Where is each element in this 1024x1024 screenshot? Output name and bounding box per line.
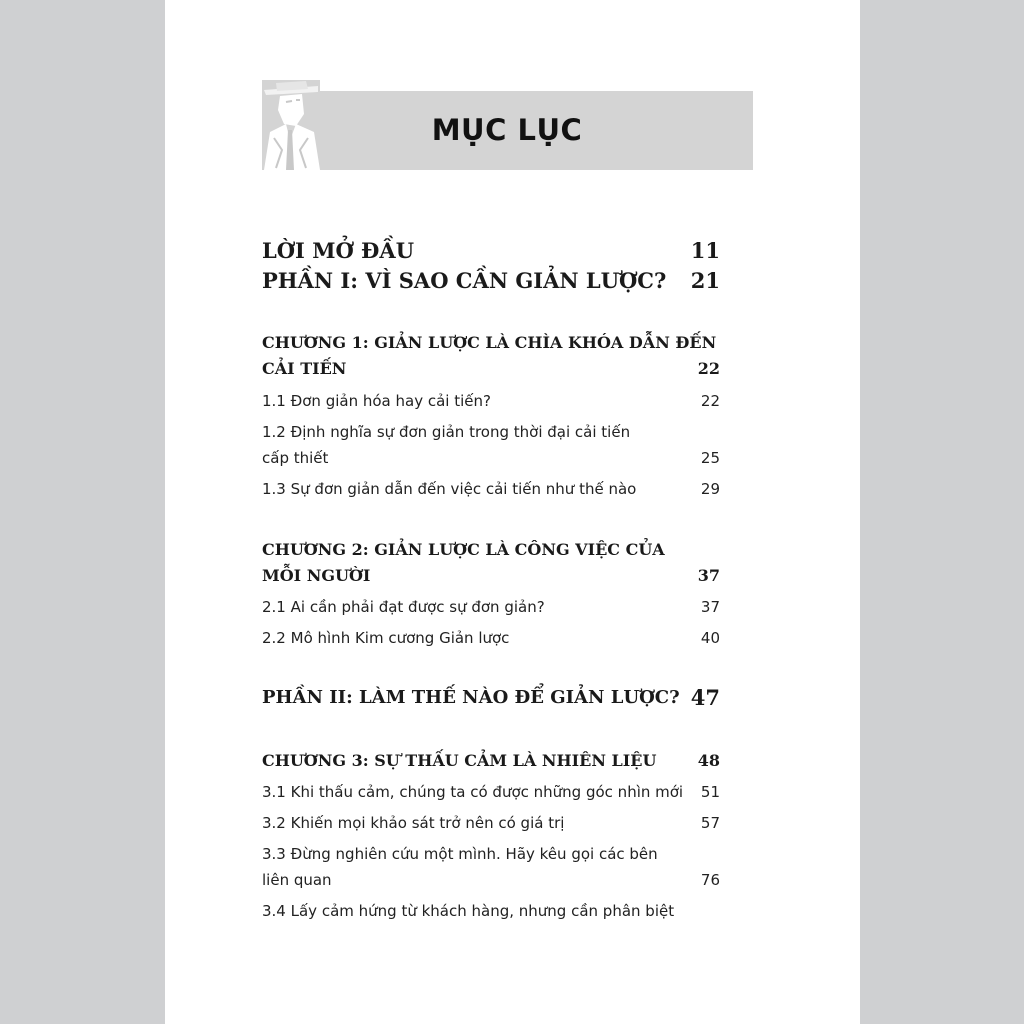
toc-entry-label: PHẦN II: LÀM THẾ NÀO ĐỂ GIẢN LƯỢC? — [262, 687, 680, 708]
toc-entry-label: CHƯƠNG 1: GIẢN LƯỢC LÀ CHÌA KHÓA DẪN ĐẾN — [262, 333, 717, 352]
toc-entry-page: 57 — [700, 814, 720, 832]
toc-entry-label: 1.2 Định nghĩa sự đơn giản trong thời đại cải tiến — [262, 423, 631, 441]
toc-entry-label: 3.1 Khi thấu cảm, chúng ta có được những góc nhìn mới — [262, 783, 684, 801]
toc-entry-label: CẢI TIẾN — [262, 359, 347, 378]
toc-entry-label: 1.1 Đơn giản hóa hay cải tiến? — [262, 392, 491, 410]
toc-entry-label: 3.2 Khiến mọi khảo sát trở nên có giá trị — [262, 814, 565, 832]
toc-entry-label: 2.2 Mô hình Kim cương Giản lược — [262, 629, 510, 647]
toc-entry-page: 37 — [697, 566, 720, 585]
toc-entry-page: 22 — [700, 392, 720, 410]
toc-entry-label: 3.3 Đừng nghiên cứu một mình. Hãy kêu gọi các bên — [262, 845, 658, 863]
toc-entry-page: 11 — [690, 238, 720, 263]
toc-entry-page: 51 — [700, 783, 720, 801]
toc-entry-page: 48 — [697, 751, 720, 770]
toc-entry-page: 37 — [700, 598, 720, 616]
toc-entry-label: 2.1 Ai cần phải đạt được sự đơn giản? — [262, 598, 545, 616]
toc-entry-label: CHƯƠNG 3: SỰ THẤU CẢM LÀ NHIÊN LIỆU — [262, 751, 657, 770]
toc-entry-label: 3.4 Lấy cảm hứng từ khách hàng, nhưng cần phân biệt — [262, 902, 675, 920]
toc-entry-page: 22 — [697, 359, 720, 378]
toc-entry-label: cấp thiết — [262, 449, 329, 467]
toc-entry-label: MỖI NGƯỜI — [262, 566, 371, 585]
toc-entry-page: 25 — [700, 449, 720, 467]
toc-entry-page: 21 — [690, 268, 720, 293]
toc-entry-page: 40 — [700, 629, 720, 647]
toc-entry-label: LỜI MỞ ĐẦU — [262, 238, 415, 263]
toc-entry-label: CHƯƠNG 2: GIẢN LƯỢC LÀ CÔNG VIỆC CỦA — [262, 540, 665, 559]
toc-entry-label: liên quan — [262, 871, 332, 889]
toc-entry-page: 47 — [690, 685, 720, 710]
page-title: MỤC LỤC — [431, 113, 583, 147]
toc-entry-page: 29 — [700, 480, 720, 498]
toc-entry-page: 76 — [700, 871, 720, 889]
toc-entry-label: PHẦN I: VÌ SAO CẦN GIẢN LƯỢC? — [262, 268, 667, 293]
toc-entry-label: 1.3 Sự đơn giản dẫn đến việc cải tiến như thế nào — [262, 480, 637, 498]
